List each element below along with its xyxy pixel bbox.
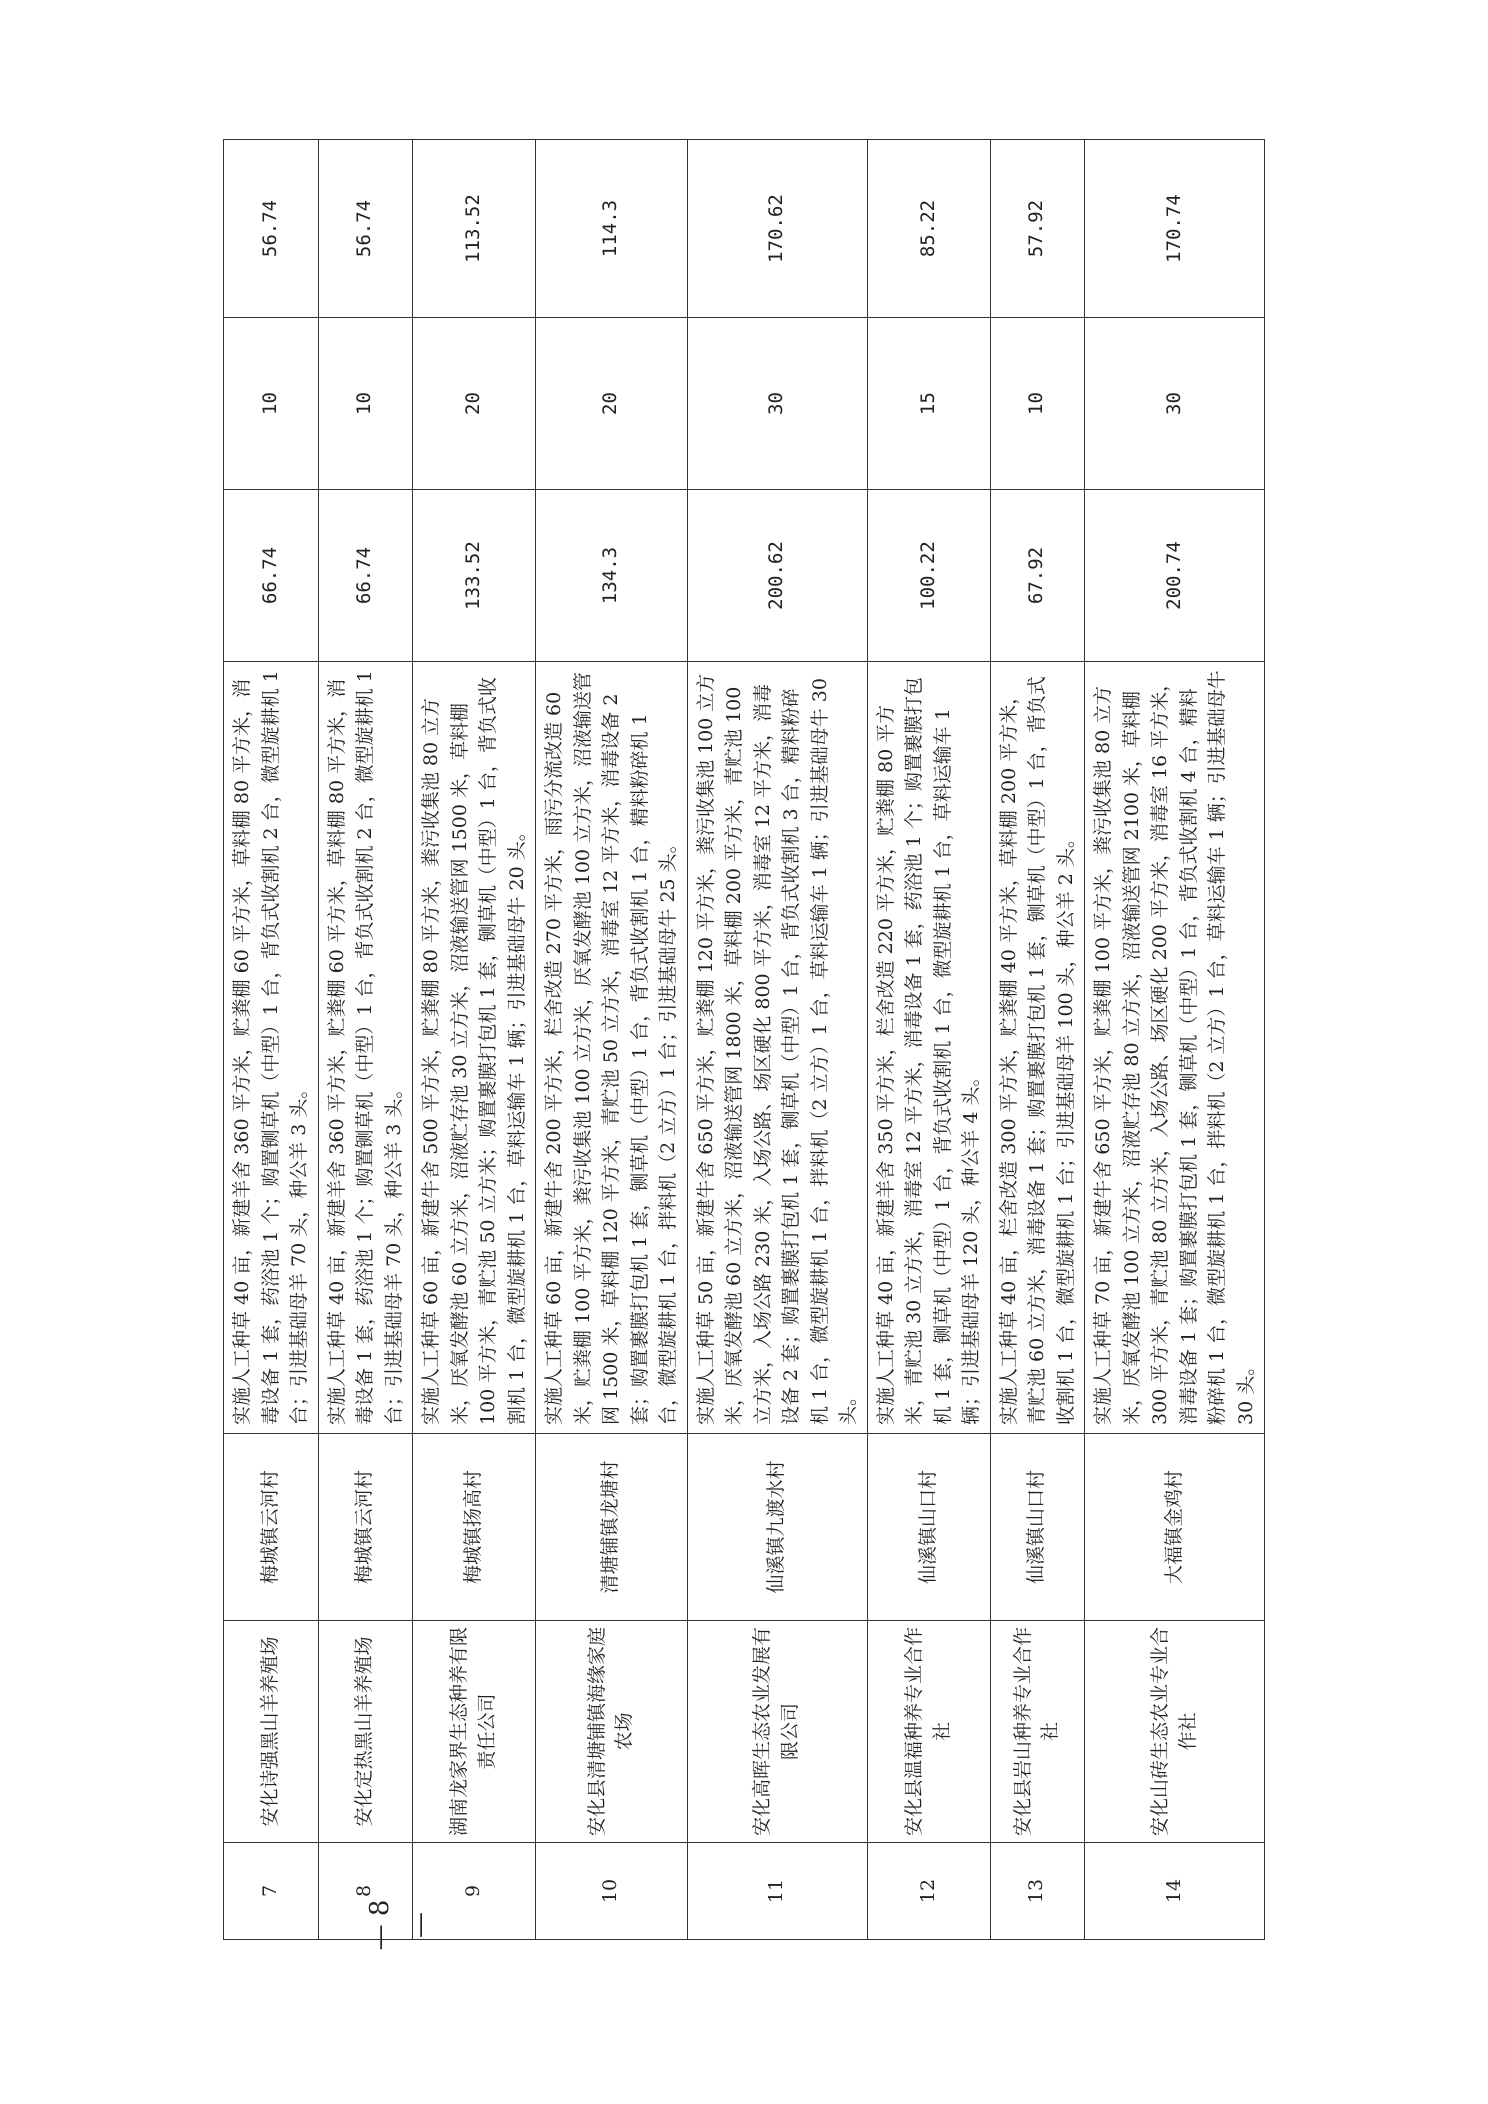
subsidy-amount-cell: 20: [413, 318, 536, 490]
construction-content-cell: 实施人工种草 60 亩，新建牛舍 200 平方米，栏舍改造 270 平方米，雨污分流改造 60 米，贮粪棚 100 平方米，粪污收集池 100 立方米，厌氧发酵池 100 立方米，沼液输送管网 1500 米，草料棚 120 平方米，青贮池 50 立方米，消毒室 12 平方米，消毒设备 2 套；购置裹膜打包机 1 套，铡草机（中型）1 台，背负式收割机 1 台，精料粉碎机 1 台，微型旋耕机 1 台，拌料机（2 立方）1 台；引进基础母牛 25 头。: [536, 662, 688, 1434]
entity-name-cell: 湖南龙家界生态种养有限责任公司: [413, 1621, 536, 1843]
self-funding-cell: 56.74: [224, 140, 319, 318]
entity-name-cell: 安化县温福种养专业合作社: [867, 1621, 990, 1843]
construction-content-cell: 实施人工种草 40 亩，新建羊舍 360 平方米，贮粪棚 60 平方米，草料棚 80 平方米，消毒设备 1 套，药浴池 1 个；购置铡草机（中型）1 台，背负式收割机 2 台，微型旋耕机 1 台；引进基础母羊 70 头，种公羊 3 头。: [318, 662, 413, 1434]
location-cell: 清塘铺镇龙塘村: [536, 1434, 688, 1621]
entity-name-cell: 安化高晖生态农业发展有限公司: [687, 1621, 867, 1843]
self-funding-cell: 114.3: [536, 140, 688, 318]
row-number-cell: 10: [536, 1843, 688, 1940]
location-cell: 仙溪镇九渡水村: [687, 1434, 867, 1621]
entity-name-cell: 安化县岩山种养专业合作社: [990, 1621, 1085, 1843]
entity-name-cell: 安化县清塘铺镇海缘家庭农场: [536, 1621, 688, 1843]
subsidy-amount-cell: 10: [318, 318, 413, 490]
row-number-cell: 8: [318, 1843, 413, 1940]
entity-name-cell: 安化诗强黑山羊养殖场: [224, 1621, 319, 1843]
entity-name-cell: 安化山砖生态农业专业合作社: [1085, 1621, 1265, 1843]
subsidy-amount-cell: 20: [536, 318, 688, 490]
table-row: [224, 140, 319, 1940]
self-funding-cell: 170.62: [687, 140, 867, 318]
location-cell: 大福镇金鸡村: [1085, 1434, 1265, 1621]
self-funding-cell: 57.92: [990, 140, 1085, 318]
self-funding-cell: 56.74: [318, 140, 413, 318]
table-row: [413, 140, 536, 1940]
construction-content-cell: 实施人工种草 70 亩，新建牛舍 650 平方米，贮粪棚 100 平方米，粪污收集池 80 立方米，厌氧发酵池 100 立方米，沼液贮存池 80 立方米，沼液输送管网 2100 米，草料棚 300 平方米，青贮池 80 立方米，入场公路、场区硬化 200 平方米，消毒室 16 平方米，消毒设备 1 套；购置裹膜打包机 1 套，铡草机（中型）1 台，背负式收割机 4 台，精料粉碎机 1 台，微型旋耕机 1 台，拌料机（2 立方）1 台，草料运输车 1 辆；引进基础母牛 30 头。: [1085, 662, 1265, 1434]
row-number-cell: 11: [687, 1843, 867, 1940]
row-number-cell: 12: [867, 1843, 990, 1940]
table-row: [1085, 140, 1265, 1940]
location-cell: 梅城镇云河村: [224, 1434, 319, 1621]
row-number-cell: 7: [224, 1843, 319, 1940]
subsidy-amount-cell: 15: [867, 318, 990, 490]
self-funding-cell: 113.52: [413, 140, 536, 318]
table-row: [318, 140, 413, 1940]
row-number-cell: 13: [990, 1843, 1085, 1940]
page-number: — 8 —: [365, 1899, 435, 1951]
construction-content-cell: 实施人工种草 50 亩，新建牛舍 650 平方米，贮粪棚 120 平方米，粪污收集池 100 立方米，厌氧发酵池 60 立方米，沼液输送管网 1800 米，草料棚 200 平方米，青贮池 100 立方米，入场公路 230 米，入场公路、场区硬化 800 平方米，消毒室 12 平方米，消毒设备 2 套；购置裹膜打包机 1 套，铡草机（中型）1 台，背负式收割机 3 台，精料粉碎机 1 台，微型旋耕机 1 台，拌料机（2 立方）1 台，草料运输车 1 辆；引进基础母牛 30 头。: [687, 662, 867, 1434]
location-cell: 仙溪镇山口村: [867, 1434, 990, 1621]
subsidy-amount-cell: 30: [687, 318, 867, 490]
location-cell: 仙溪镇山口村: [990, 1434, 1085, 1621]
subsidy-amount-cell: 10: [224, 318, 319, 490]
location-cell: 梅城镇云河村: [318, 1434, 413, 1621]
total-investment-cell: 66.74: [318, 490, 413, 662]
construction-content-cell: 实施人工种草 60 亩，新建牛舍 500 平方米，贮粪棚 80 平方米，粪污收集池 80 立方米，厌氧发酵池 60 立方米，沼液贮存池 30 立方米，沼液输送管网 1500 米，草料棚 100 平方米，青贮池 50 立方米；购置裹膜打包机 1 套，铡草机（中型）1 台，背负式收割机 1 台，微型旋耕机 1 台，草料运输车 1 辆；引进基础母牛 20 头。: [413, 662, 536, 1434]
total-investment-cell: 200.74: [1085, 490, 1265, 662]
subsidy-amount-cell: 30: [1085, 318, 1265, 490]
self-funding-cell: 85.22: [867, 140, 990, 318]
construction-content-cell: 实施人工种草 40 亩，新建羊舍 360 平方米，贮粪棚 60 平方米，草料棚 80 平方米，消毒设备 1 套，药浴池 1 个；购置铡草机（中型）1 台，背负式收割机 2 台，微型旋耕机 1 台；引进基础母羊 70 头，种公羊 3 头。: [224, 662, 319, 1434]
construction-content-cell: 实施人工种草 40 亩，栏舍改造 300 平方米，贮粪棚 40 平方米，草料棚 200 平方米，青贮池 60 立方米，消毒设备 1 套；购置裹膜打包机 1 套，铡草机（中型）1 台，背负式收割机 1 台，微型旋耕机 1 台；引进基础母羊 100 头，种公羊 2 头。: [990, 662, 1085, 1434]
table-row: [867, 140, 990, 1940]
row-number-cell: 9: [413, 1843, 536, 1940]
table-row: [687, 140, 867, 1940]
total-investment-cell: 133.52: [413, 490, 536, 662]
entity-name-cell: 安化定热黑山羊养殖场: [318, 1621, 413, 1843]
self-funding-cell: 170.74: [1085, 140, 1265, 318]
subsidy-amount-cell: 10: [990, 318, 1085, 490]
total-investment-cell: 66.74: [224, 490, 319, 662]
rotated-table-container: [223, 140, 1257, 1940]
table-row: [536, 140, 688, 1940]
project-table: [223, 139, 1265, 1940]
total-investment-cell: 100.22: [867, 490, 990, 662]
construction-content-cell: 实施人工种草 40 亩，新建羊舍 350 平方米，栏舍改造 220 平方米，贮粪棚 80 平方米，青贮池 30 立方米，消毒室 12 平方米，消毒设备 1 套，药浴池 1 个；购置裹膜打包机 1 套，铡草机（中型）1 台，背负式收割机 1 台，微型旋耕机 1 台，草料运输车 1 辆；引进基础母羊 120 头，种公羊 4 头。: [867, 662, 990, 1434]
total-investment-cell: 67.92: [990, 490, 1085, 662]
row-number-cell: 14: [1085, 1843, 1265, 1940]
total-investment-cell: 200.62: [687, 490, 867, 662]
total-investment-cell: 134.3: [536, 490, 688, 662]
location-cell: 梅城镇扬高村: [413, 1434, 536, 1621]
table-row: [990, 140, 1085, 1940]
